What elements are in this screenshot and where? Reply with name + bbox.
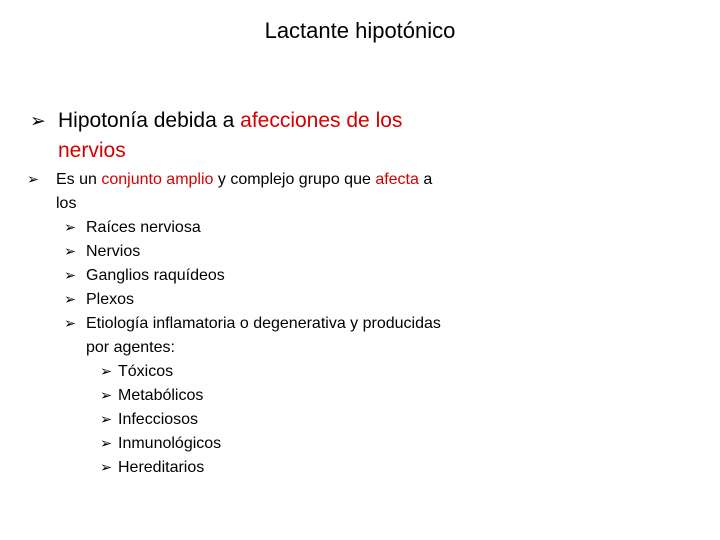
sub-bullet-text [56, 168, 447, 216]
sub-bullet-text-part1: Es un [56, 171, 102, 188]
agent-item [100, 408, 444, 432]
arrow-bullet-icon: ➢ [100, 412, 113, 428]
agent-item [100, 360, 444, 384]
main-bullet-highlight: afecciones de los nervios [58, 109, 403, 162]
arrow-bullet-icon: ➢ [100, 364, 113, 380]
main-bullet [30, 106, 450, 166]
arrow-bullet-icon: ➢ [100, 436, 113, 452]
arrow-bullet-icon: ➢ [64, 292, 77, 308]
list-item [64, 240, 444, 264]
arrow-bullet-icon: ➢ [100, 388, 113, 404]
agent-item [100, 432, 444, 456]
arrow-bullet-icon: ➢ [64, 268, 77, 284]
list-item-label: Ganglios raquídeos [86, 267, 225, 284]
list-item-label: Etiología inflamatoria o degenerativa y producidas por agentes: [86, 315, 441, 356]
list-item-label: Nervios [86, 243, 141, 260]
sub-bullet [27, 168, 447, 216]
agent-label: Tóxicos [118, 363, 174, 380]
sub-bullet-text-part5: a los [56, 171, 433, 212]
agents-list [86, 360, 444, 480]
agent-label: Infecciosos [118, 411, 199, 428]
list-item-label: Raíces nerviosa [86, 219, 201, 236]
list-item-label: Plexos [86, 291, 135, 308]
agent-label: Metabólicos [118, 387, 204, 404]
agent-label: Hereditarios [118, 459, 205, 476]
affected-structures-list [64, 216, 444, 480]
slide-title: Lactante hipotónico [264, 18, 456, 43]
agent-item [100, 384, 444, 408]
agent-item [100, 456, 444, 480]
arrow-bullet-icon: ➢ [30, 110, 46, 132]
arrow-bullet-icon: ➢ [64, 220, 77, 236]
arrow-bullet-icon: ➢ [100, 460, 113, 476]
arrow-bullet-icon: ➢ [27, 172, 40, 188]
list-item [64, 264, 444, 288]
sub-bullet-text-part3: y complejo grupo que [213, 171, 376, 188]
main-bullet-text [58, 106, 450, 166]
agent-label: Inmunológicos [118, 435, 222, 452]
arrow-bullet-icon: ➢ [64, 316, 77, 332]
list-item [64, 312, 444, 480]
sub-bullet-highlight-afecta: afecta [375, 171, 419, 188]
main-bullet-text-part1: Hipotonía debida a [58, 109, 241, 132]
list-item [64, 216, 444, 240]
sub-bullet-highlight-conjunto: conjunto amplio [101, 171, 214, 188]
list-item [64, 288, 444, 312]
arrow-bullet-icon: ➢ [64, 244, 77, 260]
